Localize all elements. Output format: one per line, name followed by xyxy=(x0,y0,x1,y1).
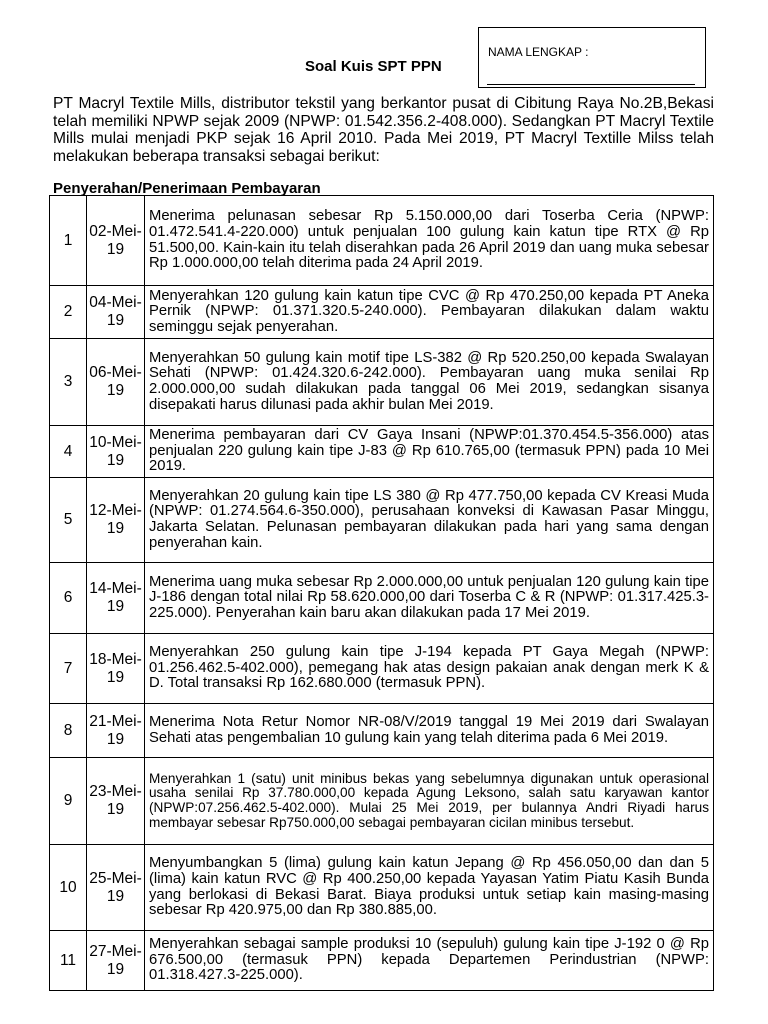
table-row xyxy=(50,634,714,704)
row-description: Menyerahkan 1 (satu) unit minibus bekas yang sebelumnya digunakan untuk operasional usaha senilai Rp 37.780.000,00 kepada Agung Leksono, salah satu karyawan kantor (NPWP:07.256.462.5-402.000). Mulai 25 Mei 2019, per bulannya Andri Riyadi harus membayar sebesar Rp750.000,00 sebagai pembayaran cicilan minibus tersebut. xyxy=(145,758,714,845)
row-description: Menyerahkan 250 gulung kain tipe J-194 kepada PT Gaya Megah (NPWP: 01.256.462.5-402.000), pemegang hak atas design pakaian anak dengan merk K & D. Total transaksi Rp 162.680.000 (termasuk PPN). xyxy=(145,634,714,704)
row-number: 10 xyxy=(50,845,87,931)
row-description: Menyerahkan 120 gulung kain katun tipe CVC @ Rp 470.250,00 kepada PT Aneka Pernik (NPWP: 01.371.320.5-240.000). Pembayaran dilakukan dalam waktu seminggu sejak penyerahan. xyxy=(145,286,714,339)
row-date: 18-Mei-19 xyxy=(87,634,145,704)
row-number: 8 xyxy=(50,704,87,758)
row-date: 02-Mei-19 xyxy=(87,196,145,286)
row-date: 04-Mei-19 xyxy=(87,286,145,339)
row-date: 14-Mei-19 xyxy=(87,563,145,634)
row-number: 9 xyxy=(50,758,87,845)
row-number: 6 xyxy=(50,563,87,634)
row-description: Menerima uang muka sebesar Rp 2.000.000,00 untuk penjualan 120 gulung kain tipe J-186 dengan total nilai Rp 58.620.000,00 dari Toserba C & R (NPWP: 01.317.425.3-225.000). Penyerahan kain baru akan dilakukan pada 17 Mei 2019. xyxy=(145,563,714,634)
table-row xyxy=(50,196,714,286)
table-row xyxy=(50,704,714,758)
table-row xyxy=(50,478,714,563)
row-number: 7 xyxy=(50,634,87,704)
table-row xyxy=(50,563,714,634)
table-row xyxy=(50,286,714,339)
section-heading: Penyerahan/Penerimaan Pembayaran xyxy=(53,180,321,197)
table-row xyxy=(50,758,714,845)
row-number: 11 xyxy=(50,931,87,991)
table-row xyxy=(50,845,714,931)
row-description: Menerima pembayaran dari CV Gaya Insani (NPWP:01.370.454.5-356.000) atas penjualan 220 gulung kain tipe J-83 @ Rp 610.765,00 (termasuk PPN) pada 10 Mei 2019. xyxy=(145,426,714,478)
row-description: Menyerahkan 50 gulung kain motif tipe LS-382 @ Rp 520.250,00 kepada Swalayan Sehati (NPWP: 01.424.320.6-242.000). Pembayaran uang muka senilai Rp 2.000.000,00 sudah dilakukan pada tanggal 06 Mei 2019, sedangkan sisanya disepakati harus dilunasi pada akhir bulan Mei 2019. xyxy=(145,339,714,426)
name-label: NAMA LENGKAP : xyxy=(488,45,589,59)
row-number: 2 xyxy=(50,286,87,339)
row-date: 12-Mei-19 xyxy=(87,478,145,563)
table-row xyxy=(50,426,714,478)
row-number: 4 xyxy=(50,426,87,478)
row-date: 27-Mei-19 xyxy=(87,931,145,991)
row-description: Menerima pelunasan sebesar Rp 5.150.000,00 dari Toserba Ceria (NPWP: 01.472.541.4-220.000) untuk penjualan 100 gulung kain katun tipe RTX @ Rp 51.500,00. Kain-kain itu telah diserahkan pada 26 April 2019 dan uang muka sebesar Rp 1.000.000,00 telah diterima pada 24 April 2019. xyxy=(145,196,714,286)
page-title: Soal Kuis SPT PPN xyxy=(305,58,442,75)
row-description: Menyerahkan sebagai sample produksi 10 (sepuluh) gulung kain tipe J-192 0 @ Rp 676.500,00 (termasuk PPN) kepada Departemen Perindustrian (NPWP: 01.318.427.3-225.000). xyxy=(145,931,714,991)
row-date: 06-Mei-19 xyxy=(87,339,145,426)
row-number: 3 xyxy=(50,339,87,426)
row-description: Menyerahkan 20 gulung kain tipe LS 380 @ Rp 477.750,00 kepada CV Kreasi Muda (NPWP: 01.274.564.6-350.000), perusahaan konveksi di Kawasan Pasar Minggu, Jakarta Selatan. Pelunasan pembayaran dilakukan pada hari yang sama dengan penyerahan kain. xyxy=(145,478,714,563)
row-date: 21-Mei-19 xyxy=(87,704,145,758)
table-row xyxy=(50,339,714,426)
intro-paragraph: PT Macryl Textile Mills, distributor tekstil yang berkantor pusat di Cibitung Raya No.2B,Bekasi telah memiliki NPWP sejak 2009 (NPWP: 01.542.356.2-408.000). Sedangkan PT Macryl Textile Mills mulai menjadi PKP sejak 16 April 2010. Pada Mei 2019, PT Macryl Textille Milss telah melakukan beberapa transaksi sebagai berikut: xyxy=(53,95,714,165)
row-date: 23-Mei-19 xyxy=(87,758,145,845)
row-number: 1 xyxy=(50,196,87,286)
intro-text xyxy=(53,95,714,165)
name-box xyxy=(478,27,706,88)
transactions-table xyxy=(49,195,714,991)
row-description: Menyumbangkan 5 (lima) gulung kain katun Jepang @ Rp 456.050,00 dan dan 5 (lima) kain katun RVC @ Rp 400.250,00 kepada Yayasan Yatim Piatu Kasih Bunda yang berlokasi di Bekasi Barat. Biaya produksi untuk setiap kain masing-masing sebesar Rp 420.975,00 dan Rp 380.885,00. xyxy=(145,845,714,931)
row-date: 10-Mei-19 xyxy=(87,426,145,478)
row-description: Menerima Nota Retur Nomor NR-08/V/2019 tanggal 19 Mei 2019 dari Swalayan Sehati atas pengembalian 10 gulung kain yang telah diterima pada 6 Mei 2019. xyxy=(145,704,714,758)
row-number: 5 xyxy=(50,478,87,563)
name-line xyxy=(487,84,695,85)
row-date: 25-Mei-19 xyxy=(87,845,145,931)
table-row xyxy=(50,931,714,991)
